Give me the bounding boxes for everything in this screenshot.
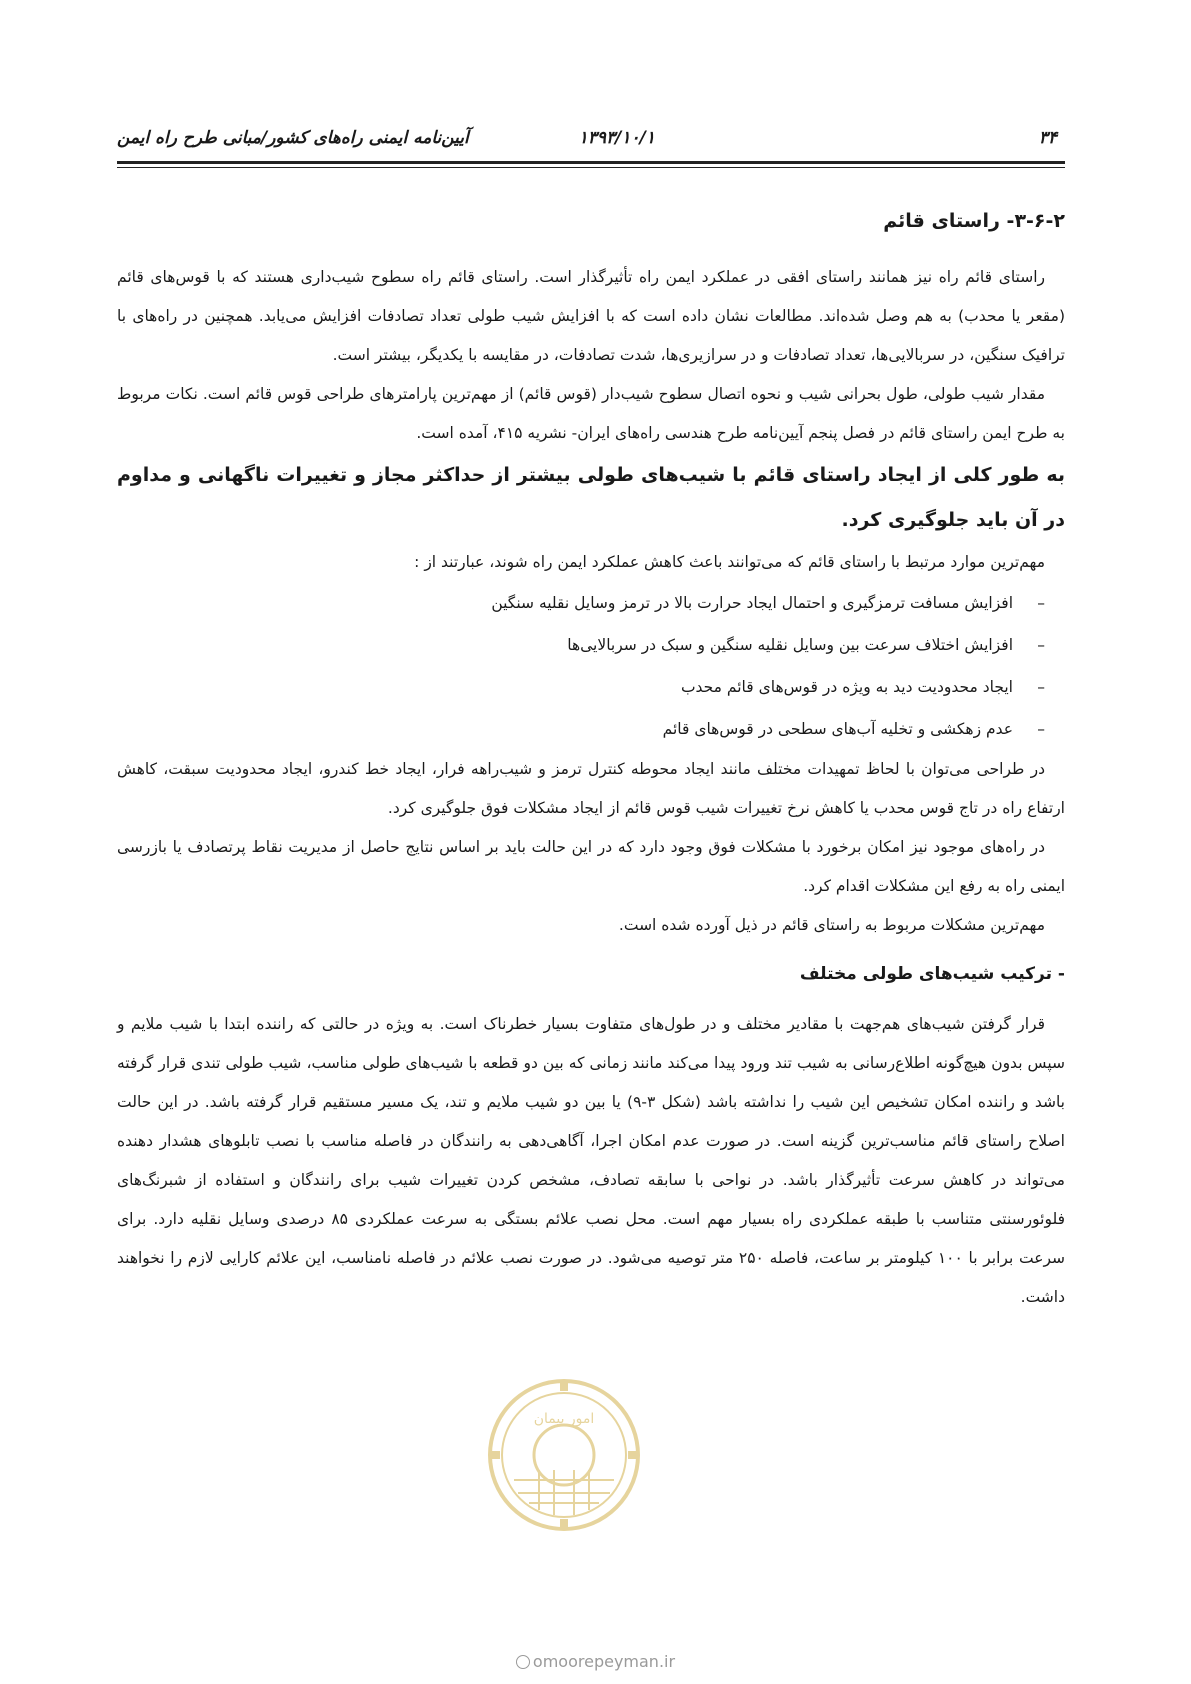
dash-marker: – bbox=[1037, 720, 1045, 738]
watermark-text: omoorepeyman.ir bbox=[532, 1652, 676, 1671]
paragraph: در راه‌های موجود نیز امکان برخورد با مشکلات فوق وجود دارد که در این حالت باید بر اساس نتایج حاصل از مدیریت نقاط پرتصادف یا بازرسی ایمنی راه به رفع این مشکلات اقدام کرد. bbox=[117, 838, 1065, 895]
list-item-text: عدم زهکشی و تخلیه آب‌های سطحی در قوس‌های قائم bbox=[662, 720, 1013, 738]
dash-marker: – bbox=[1037, 678, 1045, 696]
dash-marker: – bbox=[1037, 594, 1045, 612]
list-intro: مهم‌ترین موارد مرتبط با راستای قائم که می‌توانند باعث کاهش عملکرد ایمن راه شوند، عبارتند از : bbox=[414, 553, 1045, 571]
seal-text: امور پیمان bbox=[533, 1411, 595, 1427]
subsection-title: - ترکیب شیب‌های طولی مختلف bbox=[799, 964, 1065, 984]
dash-marker: – bbox=[1037, 636, 1045, 654]
website-watermark bbox=[0, 1652, 1191, 1671]
section-title: ۳-۶-۲- راستای قائم bbox=[883, 210, 1065, 232]
bullet-list bbox=[117, 582, 1065, 750]
paragraph: قرار گرفتن شیب‌های هم‌جهت با مقادیر مختلف و در طول‌های متفاوت بسیار خطرناک است. به ویژه در حالتی که راننده ابتدا با شیب ملایم و سپس بدون هیچ‌گونه اطلاع‌رسانی به شیب تند ورود پیدا می‌کند مانند زمانی که بین دو قطعه با شیب‌های طولی مناسب، شیب طولی تندی قرار گرفته باشد و راننده امکان تشخیص این شیب را نداشته باشد (شکل ۳-۹) یا بین دو شیب ملایم و تند، یک مسیر مستقیم قرار گرفته باشد. در این حالت اصلاح راستای قائم مناسب‌ترین گزینه است. در صورت عدم امکان اجرا، آگاهی‌دهی به رانندگان در فاصله مناسب با نصب تابلوهای هشدار دهنده می‌تواند در کاهش سرعت تأثیرگذار باشد. در نواحی با سابقه تصادف، مشخص کردن تغییرات شیب برای رانندگان و استفاده از شبرنگ‌های فلوئورسنتی متناسب با طبقه عملکردی راه بسیار مهم است. محل نصب علائم بستگی به سرعت عملکردی ۸۵ درصدی وسایل نقلیه دارد. برای سرعت برابر با ۱۰۰ کیلومتر بر ساعت، فاصله ۲۵۰ متر توصیه می‌شود. در صورت نصب علائم در فاصله نامناسب، این علائم کارایی لازم را نخواهند داشت. bbox=[117, 1015, 1065, 1306]
header-date: ۱۳۹۳/۱۰/۱ bbox=[578, 128, 655, 148]
list-item bbox=[117, 624, 1065, 666]
paragraph: مقدار شیب طولی، طول بحرانی شیب و نحوه اتصال سطوح شیب‌دار (قوس قائم) از مهم‌ترین پارامترهای طراحی قوس قائم است. نکات مربوط به طرح ایمن راستای قائم در فصل پنجم آیین‌نامه طرح هندسی راه‌های ایران- نشریه ۴۱۵، آمده است. bbox=[117, 385, 1065, 442]
paragraph: راستای قائم راه نیز همانند راستای افقی در عملکرد ایمن راه تأثیرگذار است. راستای قائم راه سطوح شیب‌داری هستند که با قوس‌های قائم (مقعر یا محدب) به هم وصل شده‌اند. مطالعات نشان داده است که با افزایش شیب طولی تعداد تصادفات افزایش می‌یابد. همچنین در راه‌های با ترافیک سنگین، در سربالایی‌ها، تعداد تصادفات و در سرازیری‌ها، شدت تصادفات، در مقایسه با یکدیگر، بیشتر است. bbox=[117, 268, 1065, 364]
page-number: ۳۴ bbox=[1038, 128, 1057, 148]
list-item bbox=[117, 666, 1065, 708]
list-item-text: افزایش مسافت ترمزگیری و احتمال ایجاد حرارت بالا در ترمز وسایل نقلیه سنگین bbox=[491, 594, 1013, 612]
list-item-text: ایجاد محدودیت دید به ویژه در قوس‌های قائم محدب bbox=[680, 678, 1013, 696]
globe-icon bbox=[516, 1655, 530, 1669]
paragraph: مهم‌ترین مشکلات مربوط به راستای قائم در ذیل آورده شده است. bbox=[618, 916, 1045, 934]
list-item bbox=[117, 582, 1065, 624]
header-title: آیین‌نامه ایمنی راه‌های کشور/مبانی طرح راه ایمن bbox=[117, 128, 469, 148]
page-content bbox=[117, 210, 1065, 1317]
list-item-text: افزایش اختلاف سرعت بین وسایل نقلیه سنگین و سبک در سربالایی‌ها bbox=[567, 636, 1013, 654]
list-item bbox=[117, 708, 1065, 750]
page-header bbox=[117, 120, 1065, 160]
paragraph: در طراحی می‌توان با لحاظ تمهیدات مختلف مانند ایجاد محوطه کنترل ترمز و شیب‌راهه فرار، ایجاد خط کندرو، ایجاد محدودیت سبقت، کاهش ارتفاع راه در تاج قوس محدب یا کاهش نرخ تغییرات شیب قوس قائم از ایجاد مشکلات فوق جلوگیری کرد. bbox=[117, 760, 1065, 817]
seal-logo bbox=[484, 1375, 644, 1535]
header-rule-thin bbox=[117, 167, 1065, 168]
header-rule-thick bbox=[117, 161, 1065, 164]
bold-statement: به طور کلی از ایجاد راستای قائم با شیب‌های طولی بیشتر از حداکثر مجاز و تغییرات ناگهانی و مداوم در آن باید جلوگیری کرد. bbox=[117, 464, 1065, 531]
